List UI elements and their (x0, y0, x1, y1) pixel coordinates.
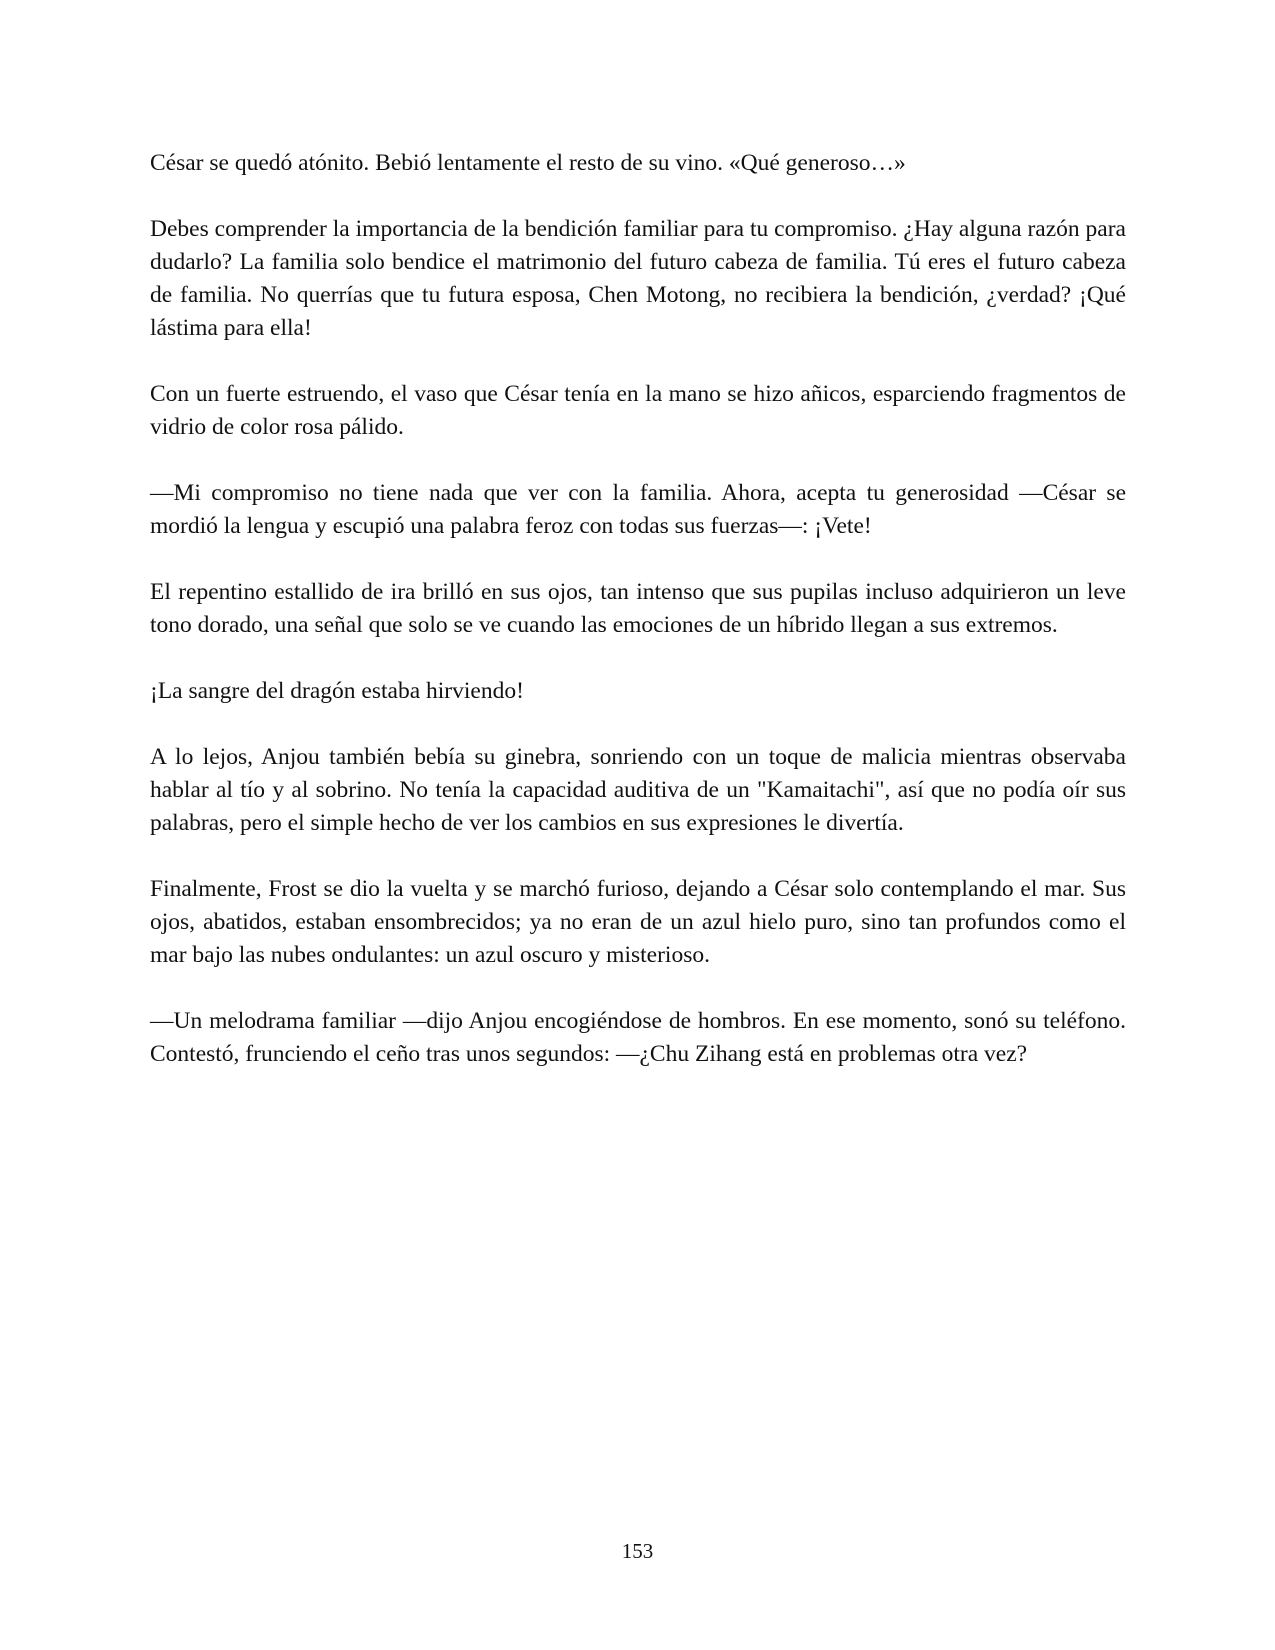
body-text (150, 147, 1126, 1104)
paragraph: César se quedó atónito. Bebió lentamente el resto de su vino. «Qué generoso…» (150, 150, 906, 176)
paragraph: —Mi compromiso no tiene nada que ver con la familia. Ahora, acepta tu generosidad —César se mordió la lengua y escupió una palabra feroz con todas sus fuerzas—: ¡Vete! (150, 480, 1126, 539)
paragraph: Debes comprender la importancia de la bendición familiar para tu compromiso. ¿Hay alguna razón para dudarlo? La familia solo bendice el matrimonio del futuro cabeza de familia. Tú eres el futuro cabeza de familia. No querrías que tu futura esposa, Chen Motong, no recibiera la bendición, ¿verdad? ¡Qué lástima para ella! (150, 216, 1126, 341)
page-number: 153 (621, 1539, 654, 1563)
paragraph: Finalmente, Frost se dio la vuelta y se marchó furioso, dejando a César solo contemplando el mar. Sus ojos, abatidos, estaban ensombrecidos; ya no eran de un azul hielo puro, sino tan profundos como el mar bajo las nubes ondulantes: un azul oscuro y misterioso. (150, 876, 1126, 968)
paragraph: Con un fuerte estruendo, el vaso que César tenía en la mano se hizo añicos, esparciendo fragmentos de vidrio de color rosa pálido. (150, 381, 1126, 440)
paragraph: A lo lejos, Anjou también bebía su ginebra, sonriendo con un toque de malicia mientras observaba hablar al tío y al sobrino. No tenía la capacidad auditiva de un "Kamaitachi", así que no podía oír sus palabras, pero el simple hecho de ver los cambios en sus expresiones le divertía. (150, 744, 1126, 836)
paragraph: —Un melodrama familiar —dijo Anjou encogiéndose de hombros. En ese momento, sonó su teléfono. Contestó, frunciendo el ceño tras unos segundos: —¿Chu Zihang está en problemas otra vez? (150, 1008, 1126, 1067)
paragraph: ¡La sangre del dragón estaba hirviendo! (150, 678, 524, 704)
paragraph: El repentino estallido de ira brilló en sus ojos, tan intenso que sus pupilas incluso adquirieron un leve tono dorado, una señal que solo se ve cuando las emociones de un híbrido llegan a sus extremos. (150, 579, 1126, 638)
